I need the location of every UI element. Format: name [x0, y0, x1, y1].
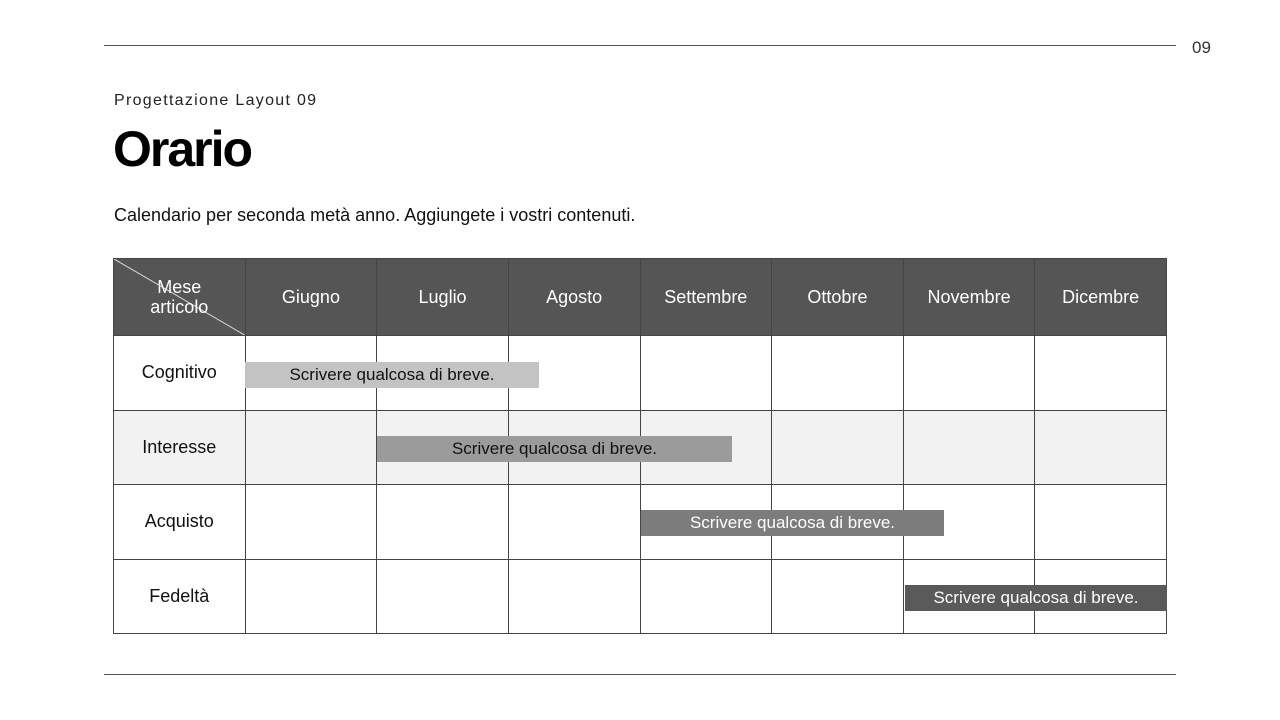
table-cell [903, 410, 1035, 485]
header-row [114, 259, 1167, 336]
row-label: Fedeltà [114, 559, 246, 634]
schedule-bar-cognitivo: Scrivere qualcosa di breve. [245, 362, 539, 388]
table-cell [245, 559, 377, 634]
row-label: Acquisto [114, 485, 246, 560]
month-header: Dicembre [1035, 259, 1167, 336]
table-cell [508, 485, 640, 560]
schedule-bar-acquisto: Scrivere qualcosa di breve. [641, 510, 944, 536]
corner-label-item: articolo [150, 297, 209, 317]
top-rule [104, 45, 1176, 46]
table-cell [245, 410, 377, 485]
page-number: 09 [1192, 38, 1211, 57]
month-header: Luglio [377, 259, 509, 336]
table-cell [245, 485, 377, 560]
table-cell [377, 485, 509, 560]
schedule-table [113, 258, 1167, 634]
bottom-rule [104, 674, 1176, 675]
table-cell [640, 559, 772, 634]
row-label: Cognitivo [114, 336, 246, 411]
month-header: Novembre [903, 259, 1035, 336]
schedule-bar-fedelta: Scrivere qualcosa di breve. [905, 585, 1167, 611]
table-cell [772, 336, 904, 411]
schedule-bar-interesse: Scrivere qualcosa di breve. [377, 436, 732, 462]
month-header: Giugno [245, 259, 377, 336]
page-title: Orario [113, 121, 252, 177]
corner-label-month: Mese [157, 277, 202, 297]
table-cell [772, 559, 904, 634]
corner-label [114, 277, 245, 317]
table-cell [377, 559, 509, 634]
table-row [114, 485, 1167, 560]
table-cell [640, 336, 772, 411]
subtitle: Progettazione Layout 09 [114, 92, 318, 109]
row-label: Interesse [114, 410, 246, 485]
table-cell [508, 559, 640, 634]
month-header: Ottobre [772, 259, 904, 336]
table-cell [772, 410, 904, 485]
table-cell [1035, 410, 1167, 485]
table-cell [1035, 485, 1167, 560]
corner-cell [114, 259, 246, 336]
page-description: Calendario per seconda metà anno. Aggiungete i vostri contenuti. [114, 205, 636, 225]
month-header: Agosto [508, 259, 640, 336]
table-cell [1035, 336, 1167, 411]
table-cell [903, 336, 1035, 411]
month-header: Settembre [640, 259, 772, 336]
